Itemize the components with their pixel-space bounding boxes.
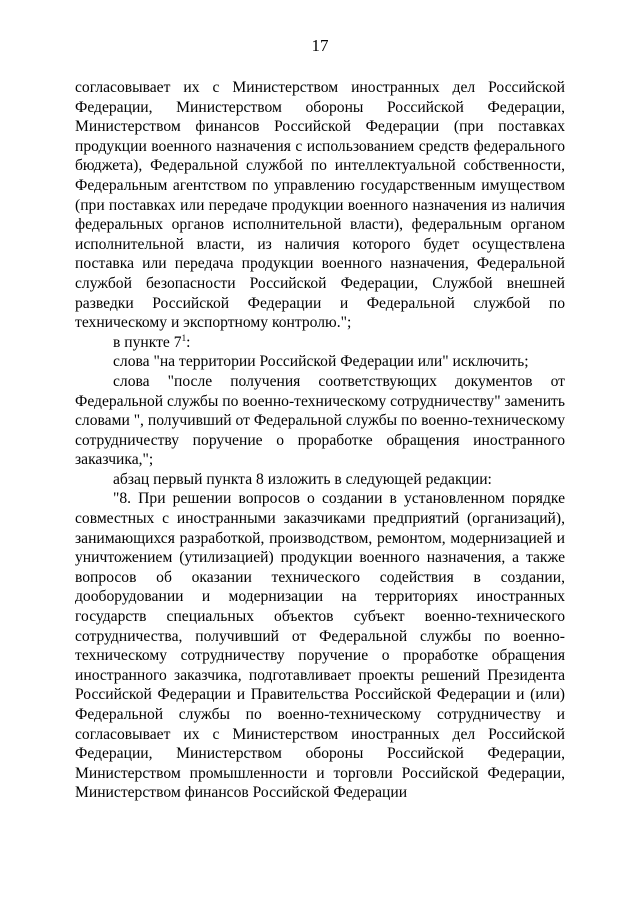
paragraph-item-8-text: "8. При решении вопросов о создании в установленном порядке совместных с иностранными заказчиками предприятий (организаций), занимающихся разработкой, производством, ремонтом, модернизацией и уничтожением (утилизацией) продукции военного назначения, а также вопросов об оказании технического содействия в создании, дооборудовании и модернизации на территориях иностранных государств специальных объектов субъект военно-технического сотрудничества, получивший от Федеральной службы по военно-техническому сотрудничеству поручение о проработке обращения иностранного заказчика, подготавливает проекты решений Президента Российской Федерации и Правительства Российской Федерации и (или) Федеральной службы по военно-техническому сотрудничеству и согласовывает их с Министерством иностранных дел Российской Федерации, Министерством обороны Российской Федерации, Министерством промышленности и торговли Российской Федерации, Министерством финансов Российской Федерации: [75, 490, 565, 802]
superscript: 1: [181, 332, 187, 343]
paragraph-continuation: согласовывает их с Министерством иностранных дел Российской Федерации, Министерством обороны Российской Федерации, Министерством финансов Российской Федерации (при поставках продукции военного назначения с использованием средств федерального бюджета), Федеральной службой по интеллектуальной собственности, Федеральным агентством по управлению государственным имуществом (при поставках или передаче продукции военного назначения из наличия федеральных органов исполнительной власти), федеральным органом исполнительной власти, из наличия которого будет осуществлена поставка или передача продукции военного назначения, Федеральной службой безопасности Российской Федерации, Службой внешней разведки Российской Федерации и Федеральной службой по техническому и экспортному контролю.";: [75, 79, 565, 332]
page-number: 17: [311, 36, 329, 55]
paragraph-text: :: [186, 333, 191, 351]
paragraph-item-8-intro: абзац первый пункта 8 изложить в следующей редакции:: [113, 470, 492, 488]
document-body: [75, 78, 565, 803]
paragraph-delete-words: слова "на территории Российской Федерации или" исключить;: [113, 353, 529, 371]
paragraph-replace-words: слова "после получения соответствующих документов от Федеральной службы по военно-техническому сотрудничеству" заменить словами ", получивший от Федеральной службы по военно-техническому сотрудничеству поручение о проработке обращения иностранного заказчика,";: [75, 372, 565, 469]
paragraph-text: в пункте 7: [113, 333, 182, 351]
paragraph-item-7-1: [75, 333, 565, 353]
